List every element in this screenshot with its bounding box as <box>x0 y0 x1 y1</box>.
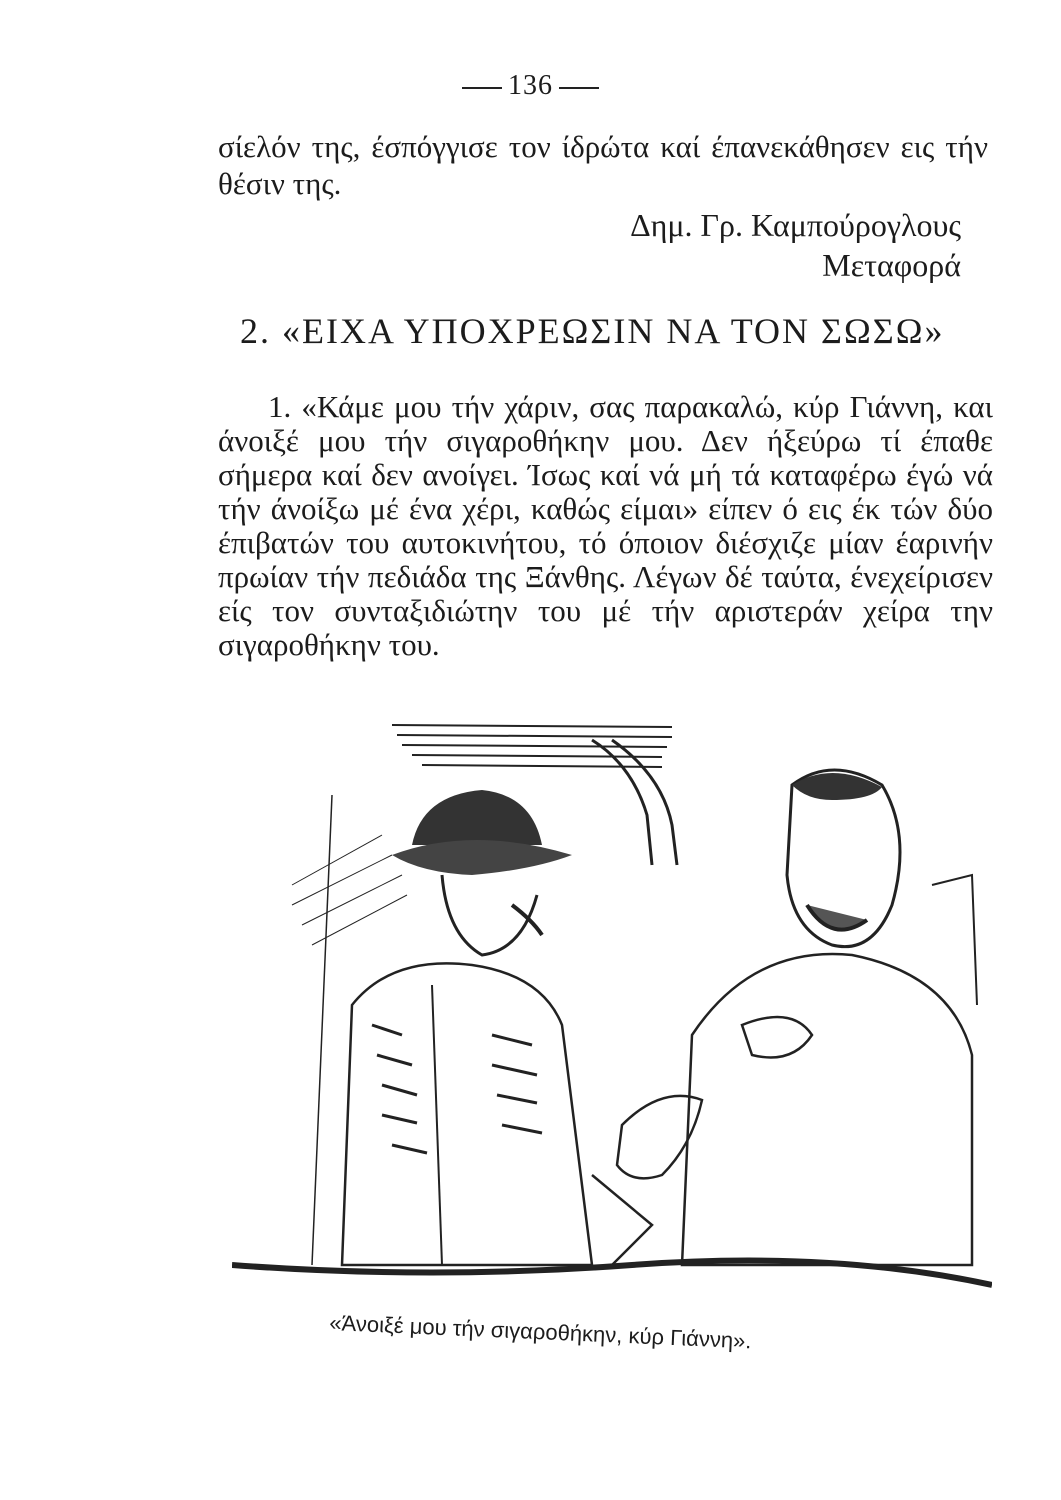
section-heading: 2. «ΕΙΧΑ ΥΠΟΧΡΕΩΣΙΝ ΝΑ ΤΟΝ ΣΩΣΩ» <box>240 311 945 351</box>
page-number-text: 136 <box>508 70 553 101</box>
dash-left <box>462 87 502 89</box>
continuation-text: σίελόν της, έσπόγγισε τον ίδρώτα καί έπανεκάθησεν εις τήν θέσιν της. <box>218 129 988 201</box>
hands-and-case <box>592 1017 812 1265</box>
illustration-caption: «Άνοιξέ μου τήν σιγαροθήκην, κύρ Γιάννη». <box>328 1310 753 1354</box>
paragraph-text: «Κάμε μου τήν χάριν, σας παρακαλώ, κύρ Γιάννη, και άνοιξέ μου τήν σιγαροθήκην μου. Δεν ήξεύρω τί έπαθε σήμερα καί δεν ανοίγει. Ίσως καί νά μή τά καταφέρω έγώ νά τήν άνοίξω μέ ένα χέρι, καθώς είμαι» είπεν ό εις έκ τών δύο έπιβατών του αυτοκινήτου, τό όποιον διέσχιζε μίαν έαρινήν πρωίαν τήν πεδιάδα της Ξάνθης. Λέγων δέ ταύτα, ένεχείρισεν είς τον συνταξιδιώτην του μέ τήν αριστεράν χείρα την σιγαροθήκην του. <box>218 389 993 662</box>
body-paragraph <box>218 390 993 662</box>
illustration-drawing <box>232 705 992 1315</box>
signature-block <box>630 205 961 285</box>
signature-source: Μεταφορά <box>822 247 961 283</box>
page-number <box>0 70 1061 102</box>
dash-right <box>559 87 599 89</box>
man-with-beard <box>682 770 977 1265</box>
paragraph-number: 1. <box>268 389 292 424</box>
signature-author: Δημ. Γρ. Καμπούρογλους <box>630 207 961 243</box>
